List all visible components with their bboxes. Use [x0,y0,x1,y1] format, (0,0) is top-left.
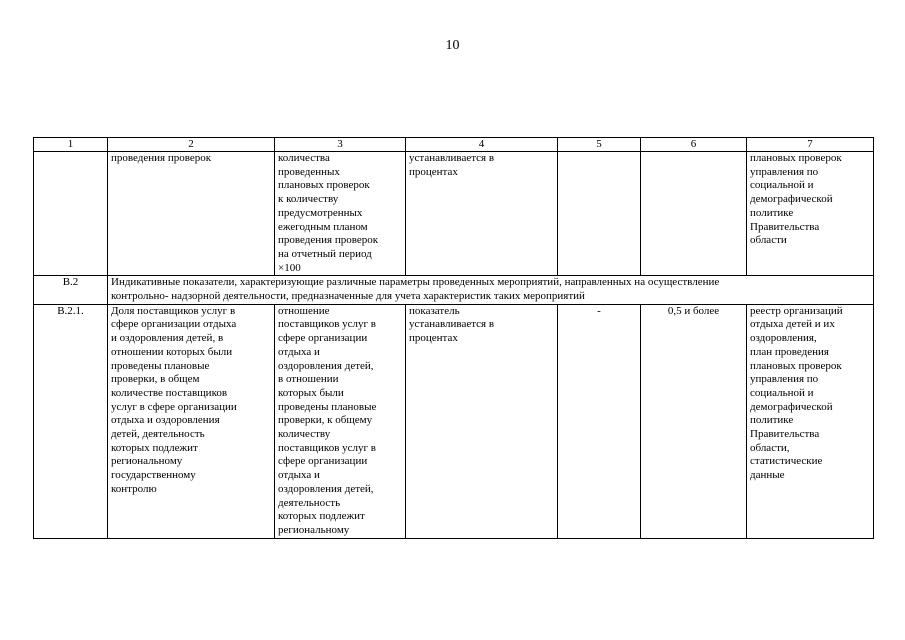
formula-cell: количества проведенных плановых проверок к количеству предусмотренных ежегодным планом проведения проверок на отчетный период ×100 [275,152,406,276]
section-code-cell: В.2 [34,276,108,304]
table-row-b21 [34,304,874,538]
unit-cell: показатель устанавливается в процентах [406,304,558,538]
column-header: 1 [34,138,108,152]
source-cell: плановых проверок управления по социальной и демографической политике Правительства области [747,152,874,276]
section-title-cell: Индикативные показатели, характеризующие различные параметры проведенных мероприятий, направленных на осуществление контрольно- надзорной деятельности, предназначенные для учета характеристик таких мероприятий [108,276,874,304]
target-cell [641,152,747,276]
row-code-cell [34,152,108,276]
column-header: 6 [641,138,747,152]
column-header: 4 [406,138,558,152]
target-cell: 0,5 и более [641,304,747,538]
row-code-cell: В.2.1. [34,304,108,538]
indicator-name-cell: проведения проверок [108,152,275,276]
table-header-row [34,138,874,152]
baseline-cell [558,152,641,276]
source-cell: реестр организаций отдыха детей и их оздоровления, план проведения плановых проверок управления по социальной и демографической политике Правительства области, статистические данные [747,304,874,538]
table-row-section-b2 [34,276,874,304]
column-header: 7 [747,138,874,152]
page-number: 10 [445,38,460,53]
unit-cell: устанавливается в процентах [406,152,558,276]
column-header: 2 [108,138,275,152]
indicator-name-cell: Доля поставщиков услуг в сфере организации отдыха и оздоровления детей, в отношении которых были проведены плановые проверки, в общем количестве поставщиков услуг в сфере организации отдыха и оздоровления детей, деятельность которых подлежит региональному государственному контролю [108,304,275,538]
column-header: 3 [275,138,406,152]
column-header: 5 [558,138,641,152]
indicators-table [33,137,874,539]
baseline-cell: - [558,304,641,538]
formula-cell: отношение поставщиков услуг в сфере организации отдыха и оздоровления детей, в отношении которых были проведены плановые проверки, к общему количеству поставщиков услуг в сфере организации отдыха и оздоровления детей, деятельность которых подлежит региональному [275,304,406,538]
table-row-continued [34,152,874,276]
